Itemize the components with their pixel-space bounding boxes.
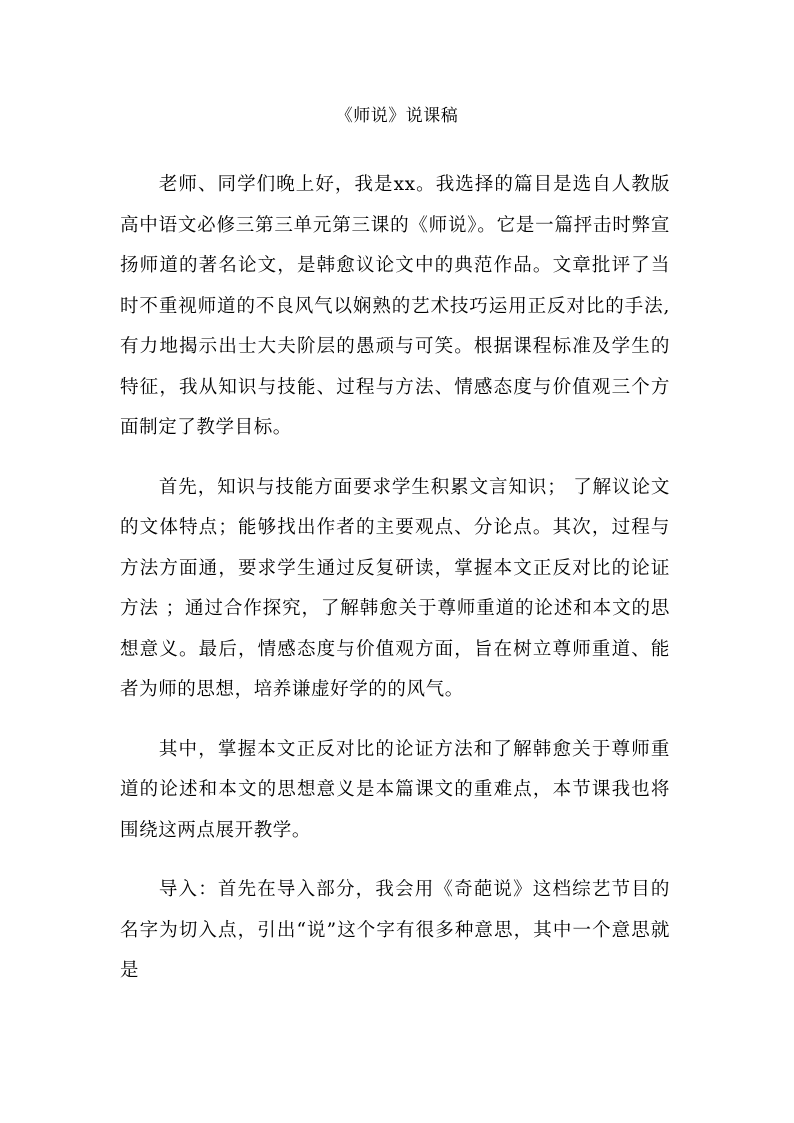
paragraph-key-points: 其中，掌握本文正反对比的论证方法和了解韩愈关于尊师重道的论述和本文的思想意义是本篇课文的重难点，本节课我也将围绕这两点展开教学。 <box>120 738 670 841</box>
paragraph-lead-in: 导入：首先在导入部分，我会用《奇葩说》这档综艺节目的名字为切入点，引出“说”这个字有很多种意思，其中一个意思就是 <box>120 879 670 981</box>
document-title: 《师说》说课稿 <box>335 106 459 126</box>
paragraph-intro: 老师、同学们晚上好，我是xx。我选择的篇目是选自人教版高中语文必修三第三单元第三课的《师说》。它是一篇抨击时弊宣扬师道的著名论文，是韩愈议论文中的典范作品。文章批评了当时不重视师道的不良风气以娴熟的艺术技巧运用正反对比的手法,有力地揭示出士大夫阶层的愚顽与可笑。根据课程标准及学生的特征，我从知识与技能、过程与方法、情感态度与价值观三个方面制定了教学目标。 <box>120 174 670 438</box>
paragraph-objectives: 首先，知识与技能方面要求学生积累文言知识； 了解议论文的文体特点；能够找出作者的主要观点、分论点。其次，过程与方法方面通，要求学生通过反复研读，掌握本文正反对比的论证方法 ；通过合作探究，了解韩愈关于尊师重道的论述和本文的思想意义。最后，情感态度与价值观方面，旨在树立尊师重道、能者为师的思想，培养谦虚好学的的风气。 <box>120 476 670 700</box>
document-body <box>120 165 670 1011</box>
